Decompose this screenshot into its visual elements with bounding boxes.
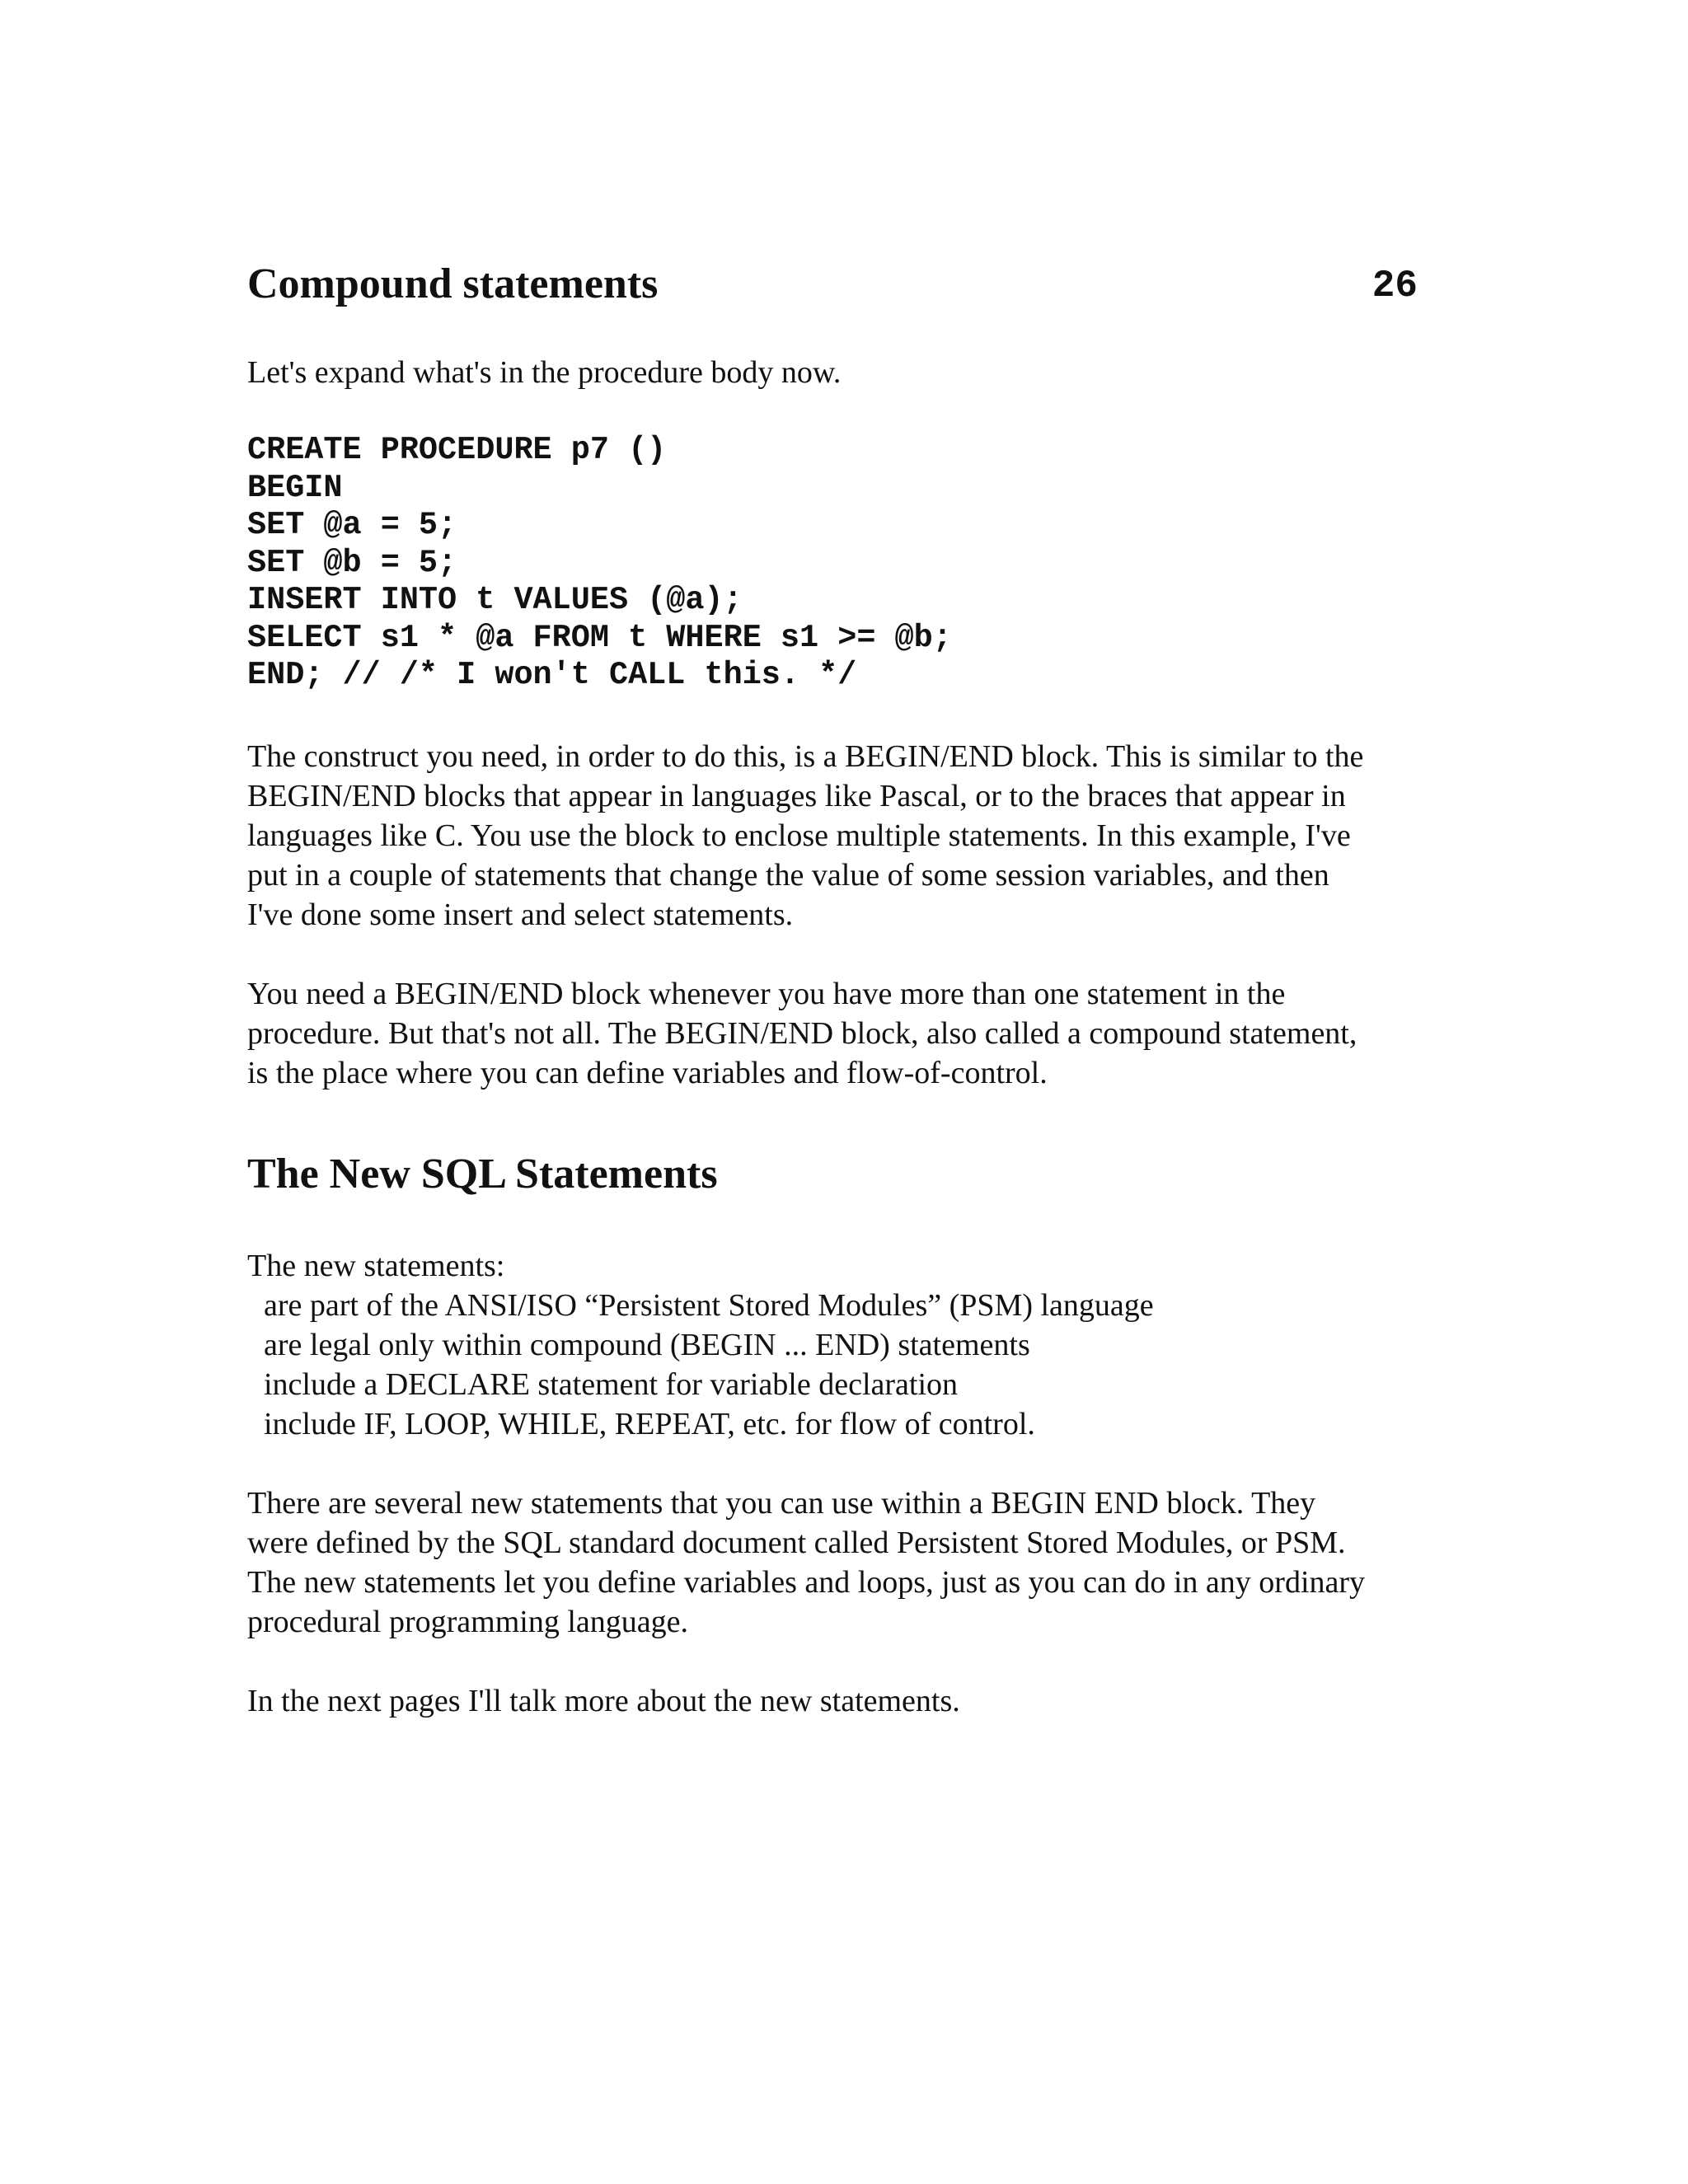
code-line: BEGIN: [247, 469, 343, 506]
section-heading: The New SQL Statements: [247, 1151, 718, 1197]
paragraph-line: procedural programming language.: [247, 1605, 688, 1639]
paragraph-line: put in a couple of statements that change the value of some session variables, and then: [247, 858, 1329, 893]
list-item: are legal only within compound (BEGIN ... END) statements: [264, 1328, 1030, 1362]
statement-list: [264, 1286, 1154, 1444]
page-number: 26: [1372, 265, 1418, 307]
paragraph-line: The new statements let you define variables and loops, just as you can do in any ordinary: [247, 1565, 1366, 1600]
paragraph-line: The construct you need, in order to do this, is a BEGIN/END block. This is similar to the: [247, 739, 1364, 774]
list-item: include IF, LOOP, WHILE, REPEAT, etc. for flow of control.: [264, 1407, 1035, 1441]
page-title: Compound statements: [247, 260, 659, 307]
list-item: are part of the ANSI/ISO “Persistent Stored Modules” (PSM) language: [264, 1288, 1154, 1323]
list-intro: [247, 1246, 1434, 1286]
paragraph-line: In the next pages I'll talk more about the new statements.: [247, 1684, 960, 1718]
paragraph-psm: [247, 1483, 1434, 1642]
paragraph-next-pages: [247, 1681, 1434, 1721]
paragraph-compound: [247, 974, 1434, 1093]
intro-paragraph: [247, 353, 1434, 392]
paragraph-line: There are several new statements that you can use within a BEGIN END block. They: [247, 1486, 1316, 1521]
code-line: CREATE PROCEDURE p7 (): [247, 432, 667, 468]
paragraph-line: is the place where you can define variables and flow-of-control.: [247, 1056, 1048, 1090]
code-line: END; // /* I won't CALL this. */: [247, 657, 857, 693]
paragraph-line: languages like C. You use the block to enclose multiple statements. In this example, I've: [247, 818, 1351, 853]
code-line: SET @b = 5;: [247, 544, 457, 581]
code-block: [247, 432, 952, 695]
paragraph-line: were defined by the SQL standard document called Persistent Stored Modules, or PSM.: [247, 1526, 1346, 1560]
list-item: include a DECLARE statement for variable declaration: [264, 1367, 959, 1402]
paragraph-line: BEGIN/END blocks that appear in languages like Pascal, or to the braces that appear in: [247, 779, 1346, 813]
paragraph-begin-end: [247, 737, 1434, 935]
paragraph-line: I've done some insert and select statements.: [247, 898, 794, 932]
code-line: SET @a = 5;: [247, 507, 457, 543]
paragraph-line: procedure. But that's not all. The BEGIN/END block, also called a compound statement,: [247, 1016, 1357, 1051]
code-line: SELECT s1 * @a FROM t WHERE s1 >= @b;: [247, 619, 952, 656]
intro-line: Let's expand what's in the procedure body now.: [247, 355, 842, 390]
paragraph-line: You need a BEGIN/END block whenever you have more than one statement in the: [247, 977, 1286, 1011]
code-line: INSERT INTO t VALUES (@a);: [247, 582, 743, 618]
list-intro-line: The new statements:: [247, 1249, 505, 1283]
